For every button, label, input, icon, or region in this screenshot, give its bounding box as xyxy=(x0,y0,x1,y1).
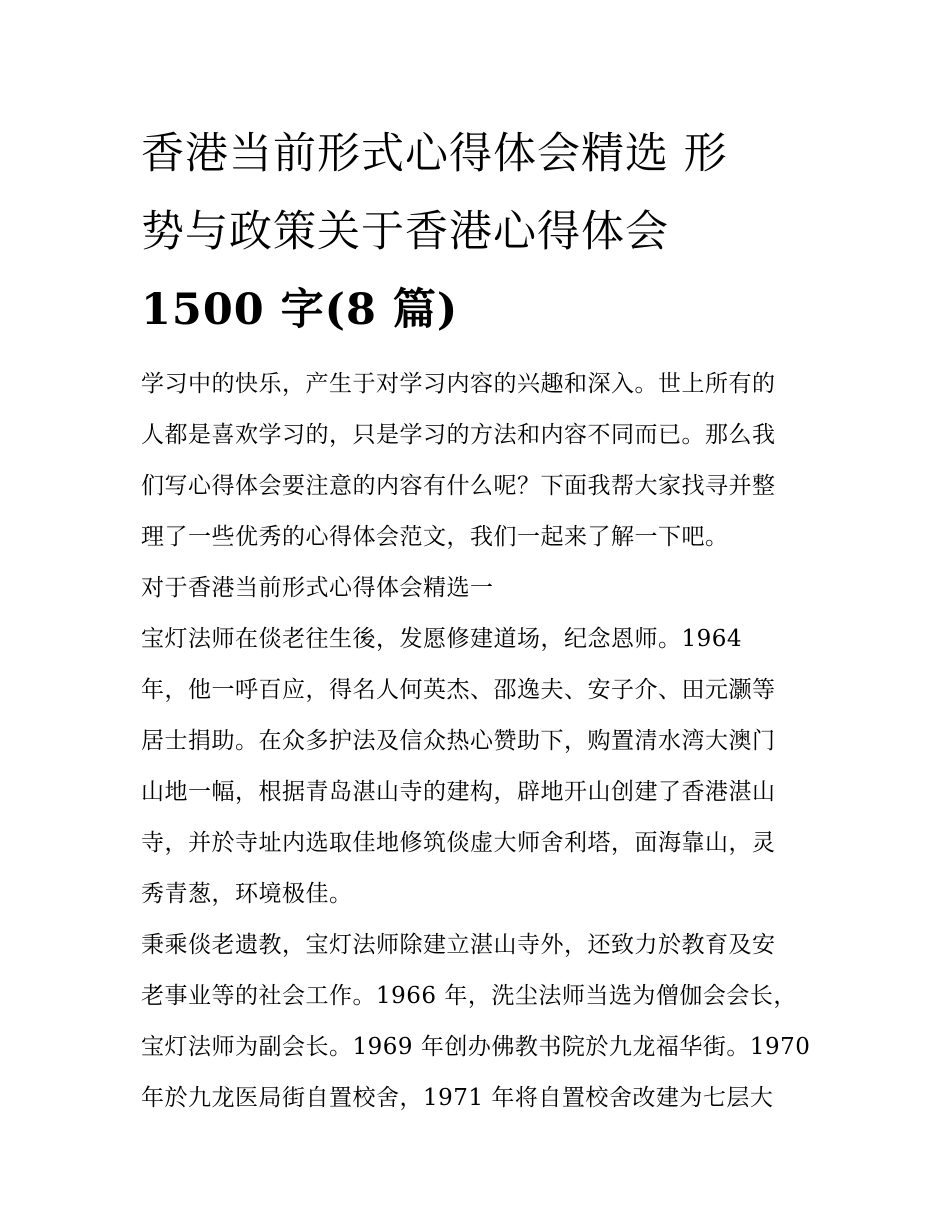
paragraph-line: 老事业等的社会工作。1966 年，洗尘法师当选为僧伽会会长， xyxy=(141,983,797,1009)
paragraph-line: 宝灯法师为副会长。1969 年创办佛教书院於九龙福华街。1970 xyxy=(141,1034,811,1060)
paragraph-line: 年，他一呼百应，得名人何英杰、邵逸夫、安子介、田元灏等 xyxy=(141,677,776,703)
paragraph-line: 寺，并於寺址内选取佳地修筑倓虚大师舍利塔，面海靠山，灵 xyxy=(141,830,776,856)
title-line-2: 势与政策关于香港心得体会 xyxy=(141,207,669,257)
paragraph-line: 秀青葱，环境极佳。 xyxy=(141,881,353,907)
section-heading xyxy=(141,563,813,614)
body-paragraph-1 xyxy=(141,614,813,920)
body-paragraph-2 xyxy=(141,920,813,1124)
document-body xyxy=(141,359,813,1124)
paragraph-line: 人都是喜欢学习的，只是学习的方法和内容不同而已。那么我 xyxy=(141,422,776,448)
paragraph-line: 们写心得体会要注意的内容有什么呢？下面我帮大家找寻并整 xyxy=(141,473,776,499)
paragraph-line: 理了一些优秀的心得体会范文，我们一起来了解一下吧。 xyxy=(141,524,729,550)
paragraph-line: 年於九龙医局街自置校舍，1971 年将自置校舍改建为七层大 xyxy=(141,1085,774,1111)
document-title xyxy=(141,115,813,349)
title-line-1: 香港当前形式心得体会精选 形 xyxy=(141,129,728,179)
title-line-3: 1500 字(8 篇) xyxy=(141,285,459,335)
section-heading-line: 对于香港当前形式心得体会精选一 xyxy=(141,575,494,601)
paragraph-line: 宝灯法师在倓老往生後，发愿修建道场，纪念恩师。1964 xyxy=(141,626,743,652)
paragraph-line: 秉乘倓老遗教，宝灯法师除建立湛山寺外，还致力於教育及安 xyxy=(141,932,776,958)
intro-paragraph xyxy=(141,359,813,563)
paragraph-line: 山地一幅，根据青岛湛山寺的建构，辟地开山创建了香港湛山 xyxy=(141,779,776,805)
paragraph-line: 居士捐助。在众多护法及信众热心赞助下，购置清水湾大澳门 xyxy=(141,728,776,754)
paragraph-line: 学习中的快乐，产生于对学习内容的兴趣和深入。世上所有的 xyxy=(141,371,776,397)
document-page xyxy=(141,115,813,1124)
